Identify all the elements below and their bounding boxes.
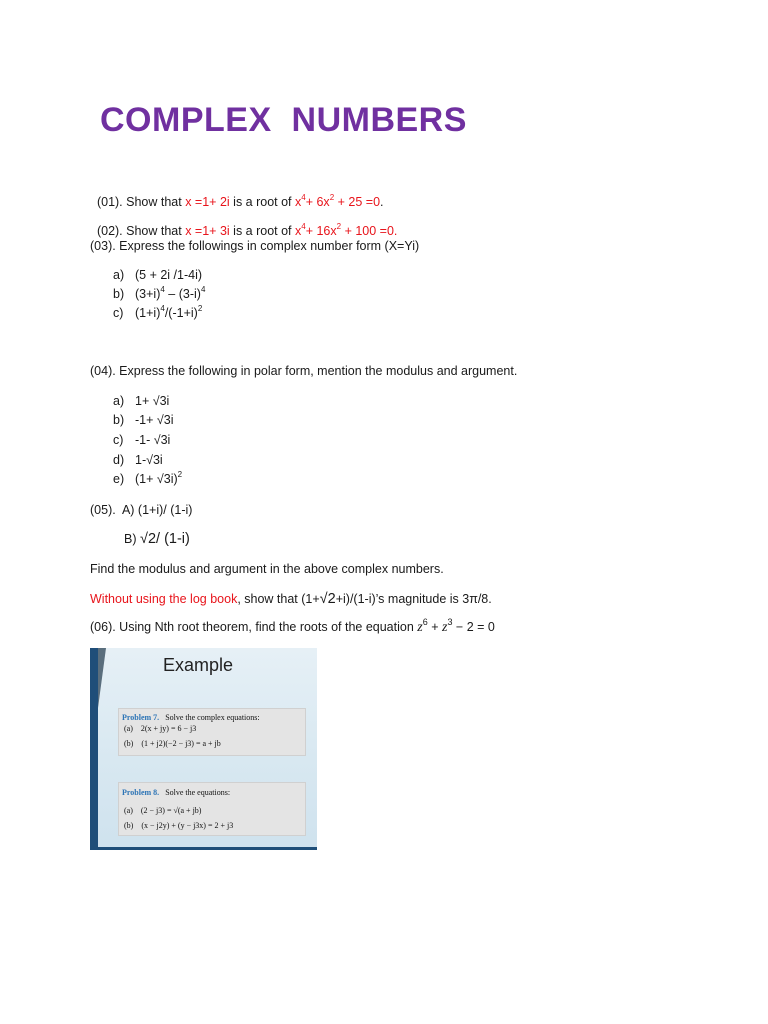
q1-mid: is a root of [229,195,295,209]
q4-item-a-text: 1+ √3i [135,394,170,408]
q1-eq-c: + 25 =0 [334,195,381,209]
slide-bottom-bar [90,847,317,850]
q3-item-c-t2: /(-1+i) [164,306,198,320]
q1-root: x =1+ 2i [185,195,230,209]
q5-find-instruction: Find the modulus and argument in the above complex numbers. [90,562,444,576]
q3-item-c [113,303,203,320]
q6-prefix: (06). Using Nth root theorem, find the roots of the equation [90,620,418,634]
question-05-a: (05). A) (1+i)/ (1-i) [90,503,193,517]
q3-item-b-label: b) [113,287,125,301]
q4-item-c [113,433,170,447]
q6-s2: 3 [447,616,453,627]
q3-item-c-t1: (1+i) [135,306,161,320]
q5-b-label: B) [124,532,140,546]
q2-eq-c: + 100 =0. [341,224,398,238]
q6-plus: + [427,620,442,634]
q1-eq-b-sup: 2 [329,192,335,202]
q2-mid: is a root of [229,224,295,238]
problem-8-b: (b) (x − j2y) + (y − j3x) = 2 + j3 [124,821,234,830]
q4-item-e-sup: 2 [177,469,183,479]
page-title: COMPLEX NUMBERS [100,101,467,139]
q4-item-b-text: -1+ √3i [135,413,174,427]
q2-equation [295,221,398,238]
q2-root: x =1+ 3i [185,224,230,238]
problem-8-a: (a) (2 − j3) = √(a + jb) [124,806,202,815]
q4-item-d [113,453,163,467]
q3-item-b-s1: 4 [160,284,165,294]
q6-z1: z [417,620,423,635]
problem-7-text: Solve the complex equations: [165,713,260,722]
q3-item-a-text: (5 + 2i /1-4i) [135,268,203,282]
q1-prefix: (01). Show that [96,195,186,209]
q3-item-b [113,284,206,301]
q5-rest-b: √2 [319,591,336,607]
q2-eq-b-sup: 2 [336,221,342,231]
question-02 [90,210,397,238]
problem-7-number: Problem 7. [122,713,160,722]
q3-item-b-s2: 4 [200,284,206,294]
example-title: Example [163,655,234,675]
q4-item-a [113,394,169,408]
problem-8-number: Problem 8. [122,788,160,797]
problem-7-b: (b) (1 + j2)(−2 − j3) = a + jb [124,739,221,748]
q3-item-b-t1: (3+i) [135,287,161,301]
q1-eq-b: + 6x [305,195,330,209]
q4-item-b [113,413,173,427]
q4-item-b-label: b) [113,413,125,427]
q5-rest-a: , show that (1+ [237,592,320,606]
q4-item-e-text: (1+ √3i) [135,472,178,486]
q6-tail: − 2 = 0 [452,620,495,634]
slide-accent-bar [90,648,98,850]
question-01 [90,181,384,209]
q4-item-e-label: e) [113,472,125,486]
q1-eq-a-sup: 4 [301,192,306,202]
question-03: (03). Express the followings in complex number form (X=Yi) [90,239,420,253]
q2-prefix: (02). Show that [96,224,186,238]
q4-item-d-text: 1-√3i [135,453,163,467]
slide-shade [98,648,106,708]
problem-7-box [118,708,306,756]
q6-s1: 6 [422,616,428,627]
q2-eq-a-sup: 4 [301,221,306,231]
q3-item-a-label: a) [113,268,125,282]
q3-item-c-s2: 2 [197,303,203,313]
q3-item-c-label: c) [113,306,124,320]
question-04: (04). Express the following in polar form, mention the modulus and argument. [90,364,518,378]
q6-z2: z [441,620,448,635]
problem-8-text: Solve the equations: [165,788,231,797]
q1-end: . [380,195,384,209]
problem-7-a: (a) 2(x + jy) = 6 − j3 [124,724,197,733]
q4-item-a-label: a) [113,394,125,408]
q5-red-text: Without using the log book [90,592,238,606]
q3-item-a [113,268,202,282]
q1-equation [295,192,381,209]
question-05-b [124,531,190,547]
q3-item-b-t2: – (3-i) [164,287,201,301]
q3-item-c-s1: 4 [160,303,165,313]
q1-eq-a: x [295,195,302,209]
example-slide-image [90,648,317,850]
q4-item-c-label: c) [113,433,124,447]
q2-eq-a: x [295,224,302,238]
q4-item-e [113,469,183,486]
problem-8-box [118,782,306,836]
q5-b-text: √2/ (1-i) [139,531,190,547]
q4-item-c-text: -1- √3i [135,433,171,447]
question-06 [90,616,495,636]
q5-log-book-task [90,591,492,607]
q5-rest-c: +i)/(1-i)’s magnitude is 3π/8. [335,592,492,606]
q2-eq-b: + 16x [305,224,337,238]
q4-item-d-label: d) [113,453,125,467]
